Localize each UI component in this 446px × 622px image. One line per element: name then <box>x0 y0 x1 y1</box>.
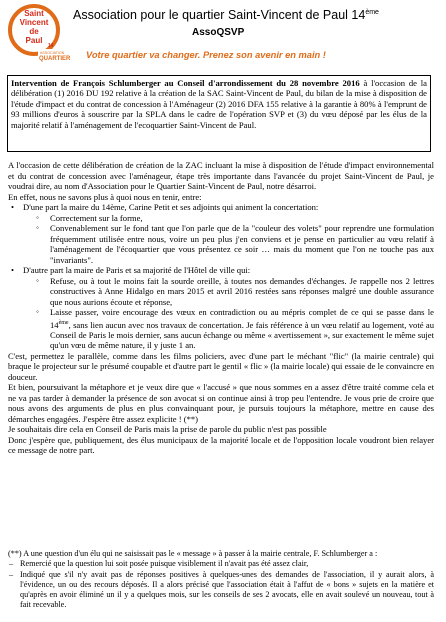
association-title: Association pour le quartier Saint-Vincent de Paul 14ème <box>73 8 379 22</box>
bullet-list <box>8 202 434 351</box>
footnote-item: – Indiqué que s'il n'y avait pas de réponses positives à quelques-unes des demandes de l'association, il y aurait alors, à l'évidence, un ou des recours déposés. Il a alors précisé que l'association était à l'affut de « bons » sujets en la matière et qu'après en avoir éliminé un il y a quelques mois, sur les conseils de ses 2 avocats, elle en avait soulevé un nouveau, tout à fait recevable. <box>8 570 434 611</box>
svg-text:Paul: Paul <box>25 36 43 45</box>
footnote-intro: (**) A une question d'un élu qui ne saisissait pas le « message » à passer à la mairie centrale, F. Schlumberger a : <box>8 549 378 558</box>
paragraph-conseil-paris: Je souhaitais dire cela en Conseil de Paris mais la prise de parole du public n'est pas possible <box>8 424 327 435</box>
association-logo <box>4 3 71 62</box>
bullet-mairie-paris: • D'autre part la maire de Paris et sa majorité de l'Hôtel de ville qui: ◦ Refuse, ou à tout le moins fait la sourde oreille, à toutes nos demandes d'échanges. Je rappelle nos 2 lettres constructives à Anne Hidalgo en mars 2015 et avril 2016 restées sans réponses malgré une double assurance que nous aurions écoute et réponse, ◦ Laisse passer, voire encourage des vœux en contradiction ou au mépris complet de ce qui se passe dans le 14ème, sans lien aucun avec nos travaux de concertation. Je fais référence à un vœu relatif au logement, voté au Conseil de Paris le mois dernier, sans aucun échange ou même « avertissement », sur exactement le même sujet qu'un vœu de même nature, il y juste 1 an. <box>8 265 434 351</box>
intervention-context: à l'occasion de la délibération (1) 2016 DU 192 relative à la création de la SAC Saint-Vincent de Paul, du bilan de la mise à disposition de l'étude d'impact et du contrat de concession à l'Aménageur (2) 2016 DFA 155 relative à la garantie à 80% à l'emprunt de 93 millions d'euros à souscrire par la SPLA dans le cadre de l'opération SVP et (3) du vœu déposé par les élus de la majorité relatif à l'aménagement de l'ecoquartier Saint-Vincent de Paul. <box>11 78 427 130</box>
intervention-heading: Intervention de François Schlumberger au Conseil d'arrondissement du 28 novembre 2016 <box>11 78 360 88</box>
sub-bullet: ◦ Convenablement sur le fond tant que l'on parle que de la "couleur des volets" pour reprendre une formulation fréquemment utilisée entre nous, voire un peu plus j'en conviens et je pense en particulier au vœu relatif à l'aménagement de l'écoquartier que vous présentez ce soir … mais du moment que l'on ne touche pas aux "invariants". <box>35 223 434 265</box>
footnote-item: – Remercié que la question lui soit posée puisque visiblement il n'avait pas été assez clair, <box>8 559 434 569</box>
paragraph-metaphore: C'est, permettez le parallèle, comme dans les films policiers, avec d'une part le méchant "flic" (la mairie centrale) qui braque le projecteur sur le présumé coupable et d'autre part le gentil « flic » (la mairie locale) qui essaie de le convaincre en douceur. <box>8 350 434 382</box>
svg-text:Vincent: Vincent <box>19 18 49 27</box>
bullet-mairie-14: • D'une part la maire du 14ème, Carine Petit et ses adjoints qui animent la concertation: ◦ Correctement sur la forme, ◦ Convenablement sur le fond tant que l'on parle que de la "couleur des volets" pour reprendre une formulation fréquemment utilisée entre nous, voire un peu plus j'en conviens et je pense en particulier au vœu relatif à l'aménagement de l'écoquartier que vous présentez ce soir … mais du moment que l'on ne touche pas aux "invariants". <box>8 202 434 265</box>
paragraph-entre: En effet, nous ne savons plus à quoi nous en tenir, entre: <box>8 191 202 202</box>
svg-text:ASSOCIATION: ASSOCIATION <box>40 51 65 55</box>
sub-bullet: ◦ Correctement sur la forme, <box>35 213 434 224</box>
sub-bullet: ◦ Laisse passer, voire encourage des vœux en contradiction ou au mépris complet de ce qui se passe dans le 14ème, sans lien aucun avec nos travaux de concertation. Je fais référence à un vœu relatif au logement, voté au Conseil de Paris le mois dernier, sans aucun échange ou même « avertissement », sur exactement le même sujet qu'un vœu de même nature, il y juste 1 an. <box>35 307 434 351</box>
slogan: Votre quartier va changer. Prenez son avenir en main ! <box>86 50 326 60</box>
footnote <box>8 549 434 611</box>
paragraph-accuse: Et bien, poursuivant la métaphore et je veux dire que « l'accusé » que nous sommes en a assez d'être traité comme cela et ne va pas tarder à demander la présence de son avocat si on continue ainsi à trop peu l'entendre. Je vous prie de croire que nous avons des arguments de plus en plus convainquant pour, je pursuis toujours la métaphore, mettre en cause des démarches engagées. J'espère être assez explicite ! (**) <box>8 382 434 424</box>
paragraph-relayer: Donc j'espère que, publiquement, des élus municipaux de la majorité locale et de l'opposition locale voudront bien relayer ce message de notre part. <box>8 434 434 456</box>
svg-text:de: de <box>29 27 39 36</box>
sub-bullet: ◦ Refuse, ou à tout le moins fait la sourde oreille, à toutes nos demandes d'échanges. Je rappelle nos 2 lettres constructives à Anne Hidalgo en mars 2015 et avril 2016 restées sans réponses malgré une double assurance que nous aurions écoute et réponse, <box>35 276 434 308</box>
paragraph-intro: A l'occasion de cette délibération de création de la ZAC incluant la mise à disposition de l'étude d'impact environnemental et du contrat de concession avec l'aménageur, étape très importante dans l'avancée du projet Saint-Vincent de Paul, je voudrai dire, au nom d'Association pour le Quartier Saint-Vincent de Paul, notre désarroi. <box>8 160 434 191</box>
association-short-name: AssoQSVP <box>192 27 245 38</box>
svg-text:QUARTIER: QUARTIER <box>39 56 71 62</box>
intervention-summary-box <box>7 75 431 152</box>
svg-text:Saint: Saint <box>24 9 44 18</box>
speech-body <box>8 160 434 456</box>
svg-text:14: 14 <box>48 43 54 49</box>
